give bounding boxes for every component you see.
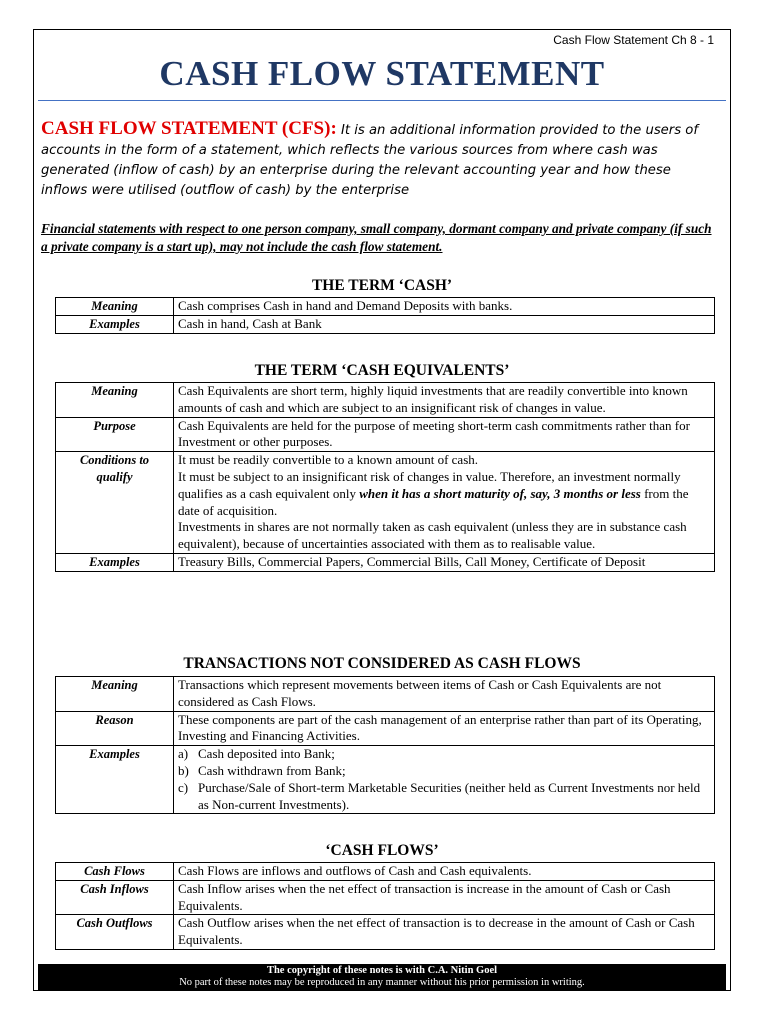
row-text: Cash Equivalents are held for the purpose of meeting short-term cash commitments rather than for Investment or other purposes. <box>174 417 715 452</box>
row-text: Cash comprises Cash in hand and Demand Deposits with banks. <box>174 298 715 316</box>
condition-emphasis: when it has a short maturity of, say, 3 months or less <box>359 485 641 501</box>
row-label: Cash Inflows <box>56 880 174 915</box>
table-row <box>56 383 715 418</box>
table-row <box>56 298 715 316</box>
cash-flows-table <box>55 862 715 950</box>
table-row <box>56 677 715 712</box>
table-row <box>56 746 715 814</box>
row-text: Cash Inflow arises when the net effect of transaction is increase in the amount of Cash or Cash Equivalents. <box>174 880 715 915</box>
row-label: Meaning <box>56 677 174 712</box>
condition-text: It must be subject to an insignificant risk of changes in value. Therefore, an investment normally qualifies as a cash equivalent only <box>178 468 681 501</box>
row-label-line: Conditions to <box>79 453 150 468</box>
table-row <box>56 553 715 571</box>
condition-3: Investments in shares are not normally taken as cash equivalent (unless they are in substance cash equivalent), because of uncertainties associated with them as to realisable value. <box>178 519 687 552</box>
intro-text: It is an additional information provided to the users of accounts in the form of a statement, which reflects the various sources from where cash was generated (inflow of cash) by an enterprise during the relevant accounting year and how these inflows were utilised (outflow of cash) by the enterprise <box>41 123 698 198</box>
table-row <box>56 711 715 746</box>
table-row <box>56 417 715 452</box>
row-text: These components are part of the cash management of an enterprise rather than part of its Operating, Investing and Financing Activities. <box>174 711 715 746</box>
list-marker: a) <box>178 746 189 762</box>
intro-lead: CASH FLOW STATEMENT (CFS): <box>41 118 337 139</box>
row-label: Purpose <box>56 417 174 452</box>
row-label: Reason <box>56 711 174 746</box>
list-text: Purchase/Sale of Short-term Marketable Securities (neither held as Current Investments nor held as Non-current Investments). <box>198 779 701 812</box>
condition-1: It must be readily convertible to a known amount of cash. <box>178 452 479 468</box>
row-text: Transactions which represent movements between items of Cash or Cash Equivalents are not considered as Cash Flows. <box>174 677 715 712</box>
title-divider <box>38 100 726 101</box>
row-label-line: qualify <box>96 469 133 484</box>
row-label: Meaning <box>56 298 174 316</box>
list-text: Cash deposited into Bank; <box>198 746 335 762</box>
section-title-not-cash-flows: TRANSACTIONS NOT CONSIDERED AS CASH FLOWS <box>183 655 581 672</box>
page-frame <box>33 29 731 991</box>
section-title-cash-equivalents: THE TERM ‘CASH EQUIVALENTS’ <box>254 362 510 379</box>
section-title-cash: THE TERM ‘CASH’ <box>311 277 453 294</box>
exemption-note: Financial statements with respect to one person company, small company, dormant company and private company (if such a private company is a start up), may not include the cash flow statement. <box>41 221 712 254</box>
table-row <box>56 452 715 554</box>
row-text: Cash Flows are inflows and outflows of Cash and Cash equivalents. <box>174 863 715 881</box>
copyright-footer <box>38 964 726 990</box>
list-marker: c) <box>178 779 189 795</box>
row-label: Meaning <box>56 383 174 418</box>
intro-paragraph <box>41 119 720 201</box>
row-text <box>174 746 715 814</box>
row-label: Examples <box>56 746 174 814</box>
row-text: Cash Outflow arises when the net effect of transaction is to decrease in the amount of Cash or Cash Equivalents. <box>174 915 715 950</box>
copyright-line: The copyright of these notes is with C.A. Nitin Goel <box>266 965 498 976</box>
permission-line: No part of these notes may be reproduced in any manner without his prior permission in writing. <box>179 977 585 988</box>
list-item <box>178 746 710 763</box>
row-text: Treasury Bills, Commercial Papers, Commercial Bills, Call Money, Certificate of Deposit <box>174 553 715 571</box>
condition-text: from the date of acquisition. <box>178 485 689 518</box>
examples-list <box>178 746 710 813</box>
row-label: Cash Flows <box>56 863 174 881</box>
table-row <box>56 915 715 950</box>
page-title: CASH FLOW STATEMENT <box>159 54 605 93</box>
list-marker: b) <box>178 762 189 778</box>
row-label: Examples <box>56 553 174 571</box>
list-item <box>178 763 710 780</box>
row-text: Cash in hand, Cash at Bank <box>174 315 715 333</box>
row-label: Cash Outflows <box>56 915 174 950</box>
row-text: Cash Equivalents are short term, highly liquid investments that are readily convertible into known amounts of cash and which are subject to an insignificant risk of changes in value. <box>174 383 715 418</box>
row-label: Examples <box>56 315 174 333</box>
table-row <box>56 880 715 915</box>
cash-equivalents-table <box>55 382 715 572</box>
row-label <box>56 452 174 554</box>
chapter-reference: Cash Flow Statement Ch 8 - 1 <box>553 33 714 47</box>
list-text: Cash withdrawn from Bank; <box>198 762 346 778</box>
table-row <box>56 863 715 881</box>
cash-table <box>55 297 715 334</box>
table-row <box>56 315 715 333</box>
not-cash-flows-table <box>55 676 715 814</box>
row-text <box>174 452 715 554</box>
list-item <box>178 780 710 814</box>
section-title-cash-flows: ‘CASH FLOWS’ <box>325 842 439 859</box>
condition-2 <box>178 469 710 519</box>
